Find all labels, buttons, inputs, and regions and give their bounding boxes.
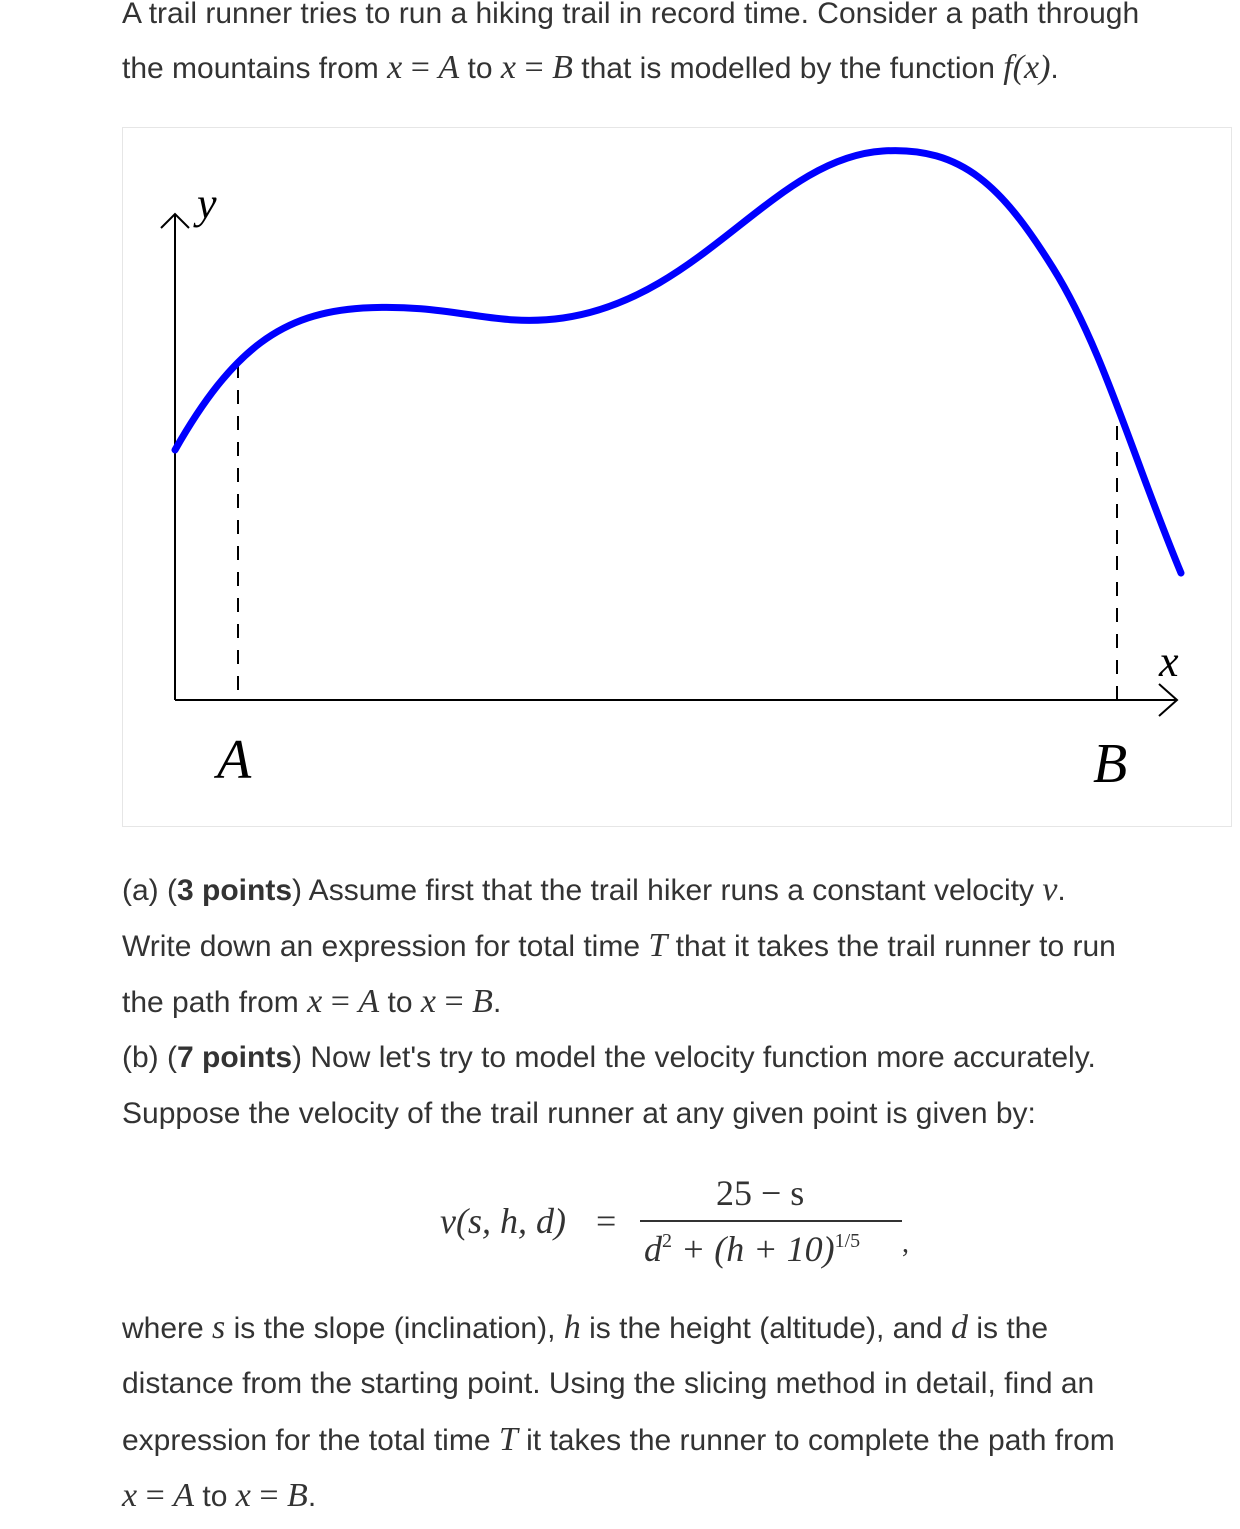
trail-curve	[175, 151, 1181, 573]
equation-denominator: $d^2 + (h + 10)^{1/5}$	[644, 1229, 861, 1269]
velocity-equation	[0, 1170, 1240, 1280]
part-b-line-1: (b) (7 points) Now let's try to model the velocity function more accurately.	[122, 1041, 1096, 1074]
part-a-line-1: (a) (3 points) Assume first that the trail hiker runs a constant velocity v.	[122, 871, 1066, 908]
where-line-3: expression for the total time T it takes the runner to complete the path from	[122, 1421, 1115, 1458]
part-b-line-2: Suppose the velocity of the trail runner at any given point is given by:	[122, 1097, 1036, 1130]
equation-numerator: 25 − s	[716, 1173, 805, 1213]
where-line-1: where s is the slope (inclination), h is the height (altitude), and d is the	[122, 1309, 1049, 1346]
equation-comma: ,	[902, 1228, 909, 1259]
intro-line-2: the mountains from x = A to x = B that is modelled by the function f(x).	[122, 49, 1059, 86]
trail-plot	[123, 128, 1233, 828]
part-a-line-3: the path from x = A to x = B.	[122, 983, 502, 1020]
y-axis-label: y	[197, 179, 217, 228]
intro-line-1: A trail runner tries to run a hiking trail in record time. Consider a path through	[122, 0, 1140, 30]
equation-lhs: v(s, h, d)	[440, 1201, 566, 1241]
trail-figure	[122, 127, 1232, 827]
point-a-label: A	[217, 729, 252, 791]
x-axis-label: x	[1159, 637, 1179, 686]
point-b-label: B	[1093, 733, 1128, 795]
part-a-line-2: Write down an expression for total time T that it takes the trail runner to run	[122, 927, 1116, 964]
where-line-4: x = A to x = B.	[122, 1477, 317, 1514]
equation-equals: =	[596, 1201, 617, 1241]
where-line-2: distance from the starting point. Using the slicing method in detail, find an	[122, 1367, 1095, 1400]
fraction-bar	[640, 1220, 902, 1222]
